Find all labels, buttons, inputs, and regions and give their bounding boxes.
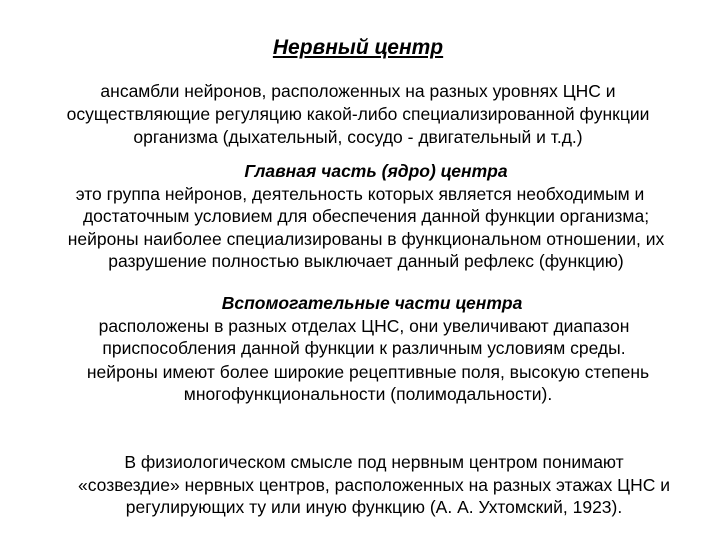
auxiliary-line: приспособления данной функции к различным условиям среды. — [102, 338, 626, 358]
definition-line: осуществляющие регуляцию какой-либо специализированной функции — [66, 104, 650, 124]
auxiliary-heading: Вспомогательные части центра — [221, 293, 523, 313]
core-line: нейроны наиболее специализированы в функциональном отношении, их — [67, 229, 665, 249]
quote-line: «созвездие» нервных центров, расположенных на разных этажах ЦНС и — [77, 475, 670, 495]
core-line: разрушение полностью выключает данный рефлекс (функцию) — [108, 251, 624, 271]
quote-line: регулирующих ту или иную функцию (А. А. Ухтомский, 1923). — [125, 497, 623, 517]
core-line: достаточным условием для обеспечения данной функции организма; — [82, 206, 650, 226]
auxiliary-line: расположены в разных отделах ЦНС, они увеличивают диапазон — [98, 316, 630, 336]
page-title: Нервный центр — [272, 36, 444, 59]
auxiliary-line: нейроны имеют более широкие рецептивные поля, высокую степень — [86, 362, 650, 382]
definition-line: ансамбли нейронов, расположенных на разных уровнях ЦНС и — [100, 81, 616, 101]
auxiliary-line: многофункциональности (полимодальности). — [183, 384, 553, 404]
definition-line: организма (дыхательный, сосудо - двигательный и т.д.) — [133, 127, 583, 147]
core-heading: Главная часть (ядро) центра — [244, 161, 508, 181]
core-line: это группа нейронов, деятельность которых является необходимым и — [75, 184, 645, 204]
quote-line: В физиологическом смысле под нервным центром понимают — [124, 452, 624, 472]
